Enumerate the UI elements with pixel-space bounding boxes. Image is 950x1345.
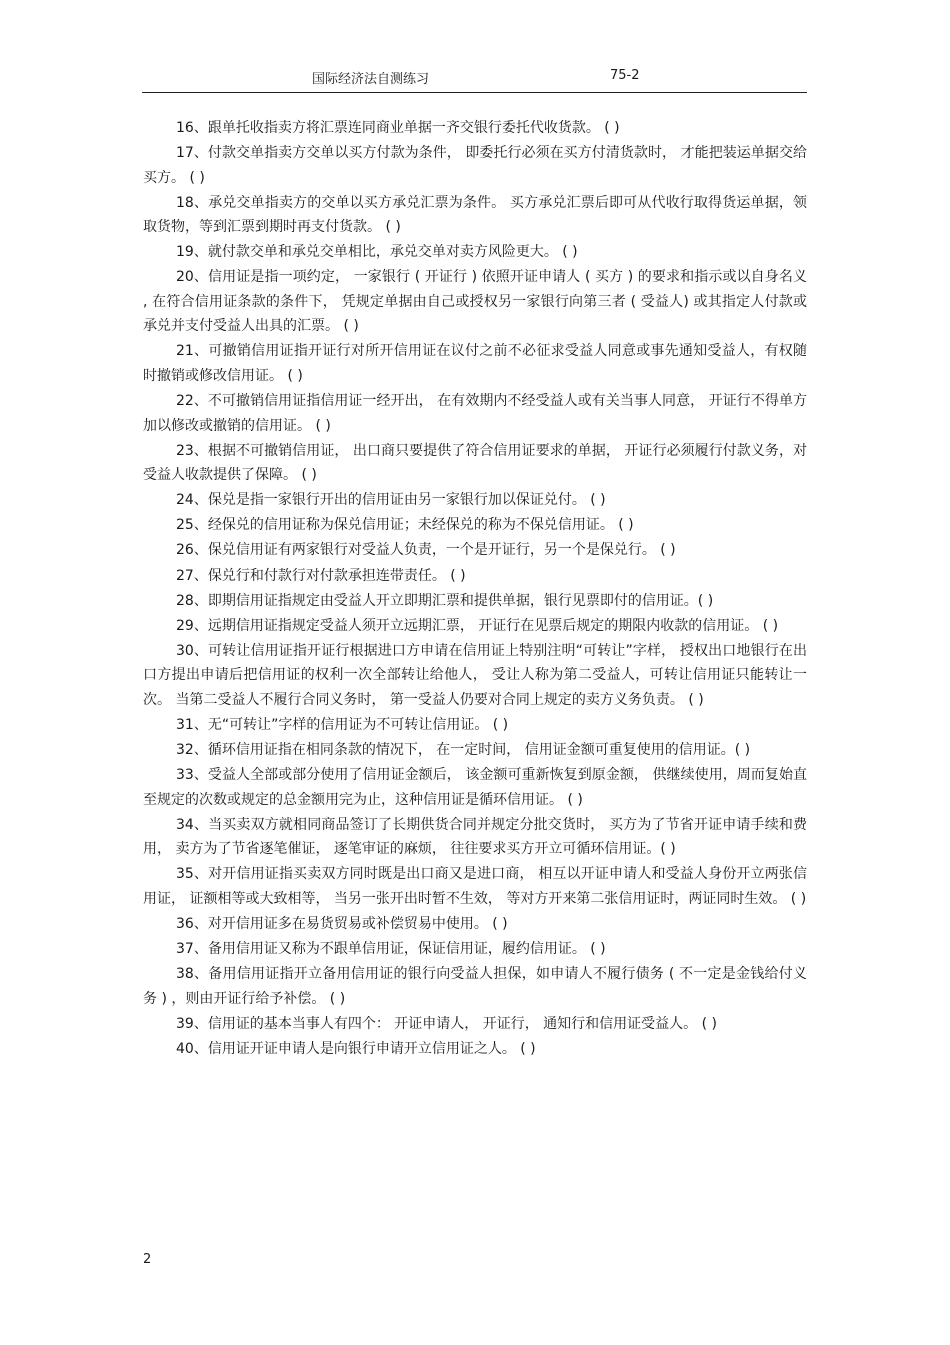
question-29: 29、远期信用证指规定受益人须开立远期汇票， 开证行在见票后规定的期限内收款的信用证。 ( ) bbox=[176, 617, 779, 634]
question-21: 21、可撤销信用证指开证行对所开信用证在议付之前不必征求受益人同意或事先通知受益人，有权随时撤销或修改信用证。 ( ) bbox=[143, 343, 807, 384]
question-list bbox=[143, 116, 807, 1062]
header-title: 国际经济法自测练习 bbox=[312, 72, 430, 87]
question-24: 24、保兑是指一家银行开出的信用证由另一家银行加以保证兑付。 ( ) bbox=[176, 492, 606, 509]
question-16: 16、跟单托收指卖方将汇票连同商业单据一齐交银行委托代收货款。 ( ) bbox=[176, 120, 620, 136]
page-number: 2 bbox=[143, 1252, 152, 1267]
page-header bbox=[142, 64, 807, 93]
question-25: 25、经保兑的信用证称为保兑信用证；未经保兑的称为不保兑信用证。 ( ) bbox=[176, 517, 634, 534]
question-36: 36、对开信用证多在易货贸易或补偿贸易中使用。 ( ) bbox=[176, 915, 508, 932]
question-35: 35、对开信用证指买卖双方同时既是出口商又是进口商， 相互以开证申请人和受益人身份开立两张信用证， 证额相等或大致相等， 当另一张开出时暂不生效， 等对方开来第二张信用证时，两证同时生效。 ( ) bbox=[143, 866, 807, 907]
question-30: 30、可转让信用证指开证行根据进口方申请在信用证上特别注明“可转让”字样， 授权出口地银行在出口方提出申请后把信用证的权利一次全部转让给他人， 受让人称为第二受益人，可转让信用证只能转让一次。 当第二受益人不履行合同义务时， 第一受益人仍要对合同上规定的卖方义务负责。 ( ) bbox=[143, 642, 807, 708]
question-40: 40、信用证开证申请人是向银行申请开立信用证之人。 ( ) bbox=[176, 1040, 536, 1057]
header-page-code: 75-2 bbox=[610, 68, 640, 83]
question-19: 19、就付款交单和承兑交单相比，承兑交单对卖方风险更大。 ( ) bbox=[176, 244, 578, 261]
question-20: 20、信用证是指一项约定， 一家银行 ( 开证行 ) 依照开证申请人 ( 买方 ) 的要求和指示或以自身名义 , 在符合信用证条款的条件下， 凭规定单据由自己或授权另一家银行向第三者 ( 受益人) 或其指定人付款或承兑并支付受益人出具的汇票。 ( ) bbox=[143, 269, 807, 335]
question-34: 34、当买卖双方就相同商品签订了长期供货合同并规定分批交货时， 买方为了节省开证申请手续和费用， 卖方为了节省逐笔催证， 逐笔审证的麻烦， 往往要求买方开立可循环信用证。( ) bbox=[143, 816, 807, 858]
question-33: 33、受益人全部或部分使用了信用证金额后， 该金额可重新恢复到原金额， 供继续使用，周而复始直至规定的次数或规定的总金额用完为止，这种信用证是循环信用证。 ( ) bbox=[143, 767, 807, 808]
question-32: 32、循环信用证指在相同条款的情况下， 在一定时间， 信用证金额可重复使用的信用证。( ) bbox=[176, 742, 751, 758]
question-22: 22、不可撤销信用证指信用证一经开出， 在有效期内不经受益人或有关当事人同意， 开证行不得单方加以修改或撤销的信用证。 ( ) bbox=[143, 393, 807, 434]
question-17: 17、付款交单指卖方交单以买方付款为条件， 即委托行必须在买方付清货款时， 才能把装运单据交给买方。 ( ) bbox=[143, 145, 807, 186]
question-28: 28、即期信用证指规定由受益人开立即期汇票和提供单据，银行见票即付的信用证。( ) bbox=[176, 592, 714, 609]
question-18: 18、承兑交单指卖方的交单以买方承兑汇票为条件。 买方承兑汇票后即可从代收行取得货运单据，领取货物，等到汇票到期时再支付货款。 ( ) bbox=[143, 194, 807, 236]
question-38: 38、备用信用证指开立备用信用证的银行向受益人担保，如申请人不履行债务 ( 不一定是金钱给付义务 ) ，则由开证行给予补偿。 ( ) bbox=[143, 966, 807, 1007]
question-23: 23、根据不可撤销信用证， 出口商只要提供了符合信用证要求的单据， 开证行必须履行付款义务，对受益人收款提供了保障。 ( ) bbox=[143, 442, 807, 484]
question-26: 26、保兑信用证有两家银行对受益人负责，一个是开证行，另一个是保兑行。 ( ) bbox=[176, 542, 676, 559]
question-39: 39、信用证的基本当事人有四个： 开证申请人， 开证行， 通知行和信用证受益人。 ( ) bbox=[176, 1015, 717, 1032]
question-31: 31、无“可转让”字样的信用证为不可转让信用证。 ( ) bbox=[176, 716, 509, 733]
question-27: 27、保兑行和付款行对付款承担连带责任。 ( ) bbox=[176, 567, 466, 584]
question-37: 37、备用信用证又称为不跟单信用证，保证信用证，履约信用证。 ( ) bbox=[176, 940, 606, 957]
